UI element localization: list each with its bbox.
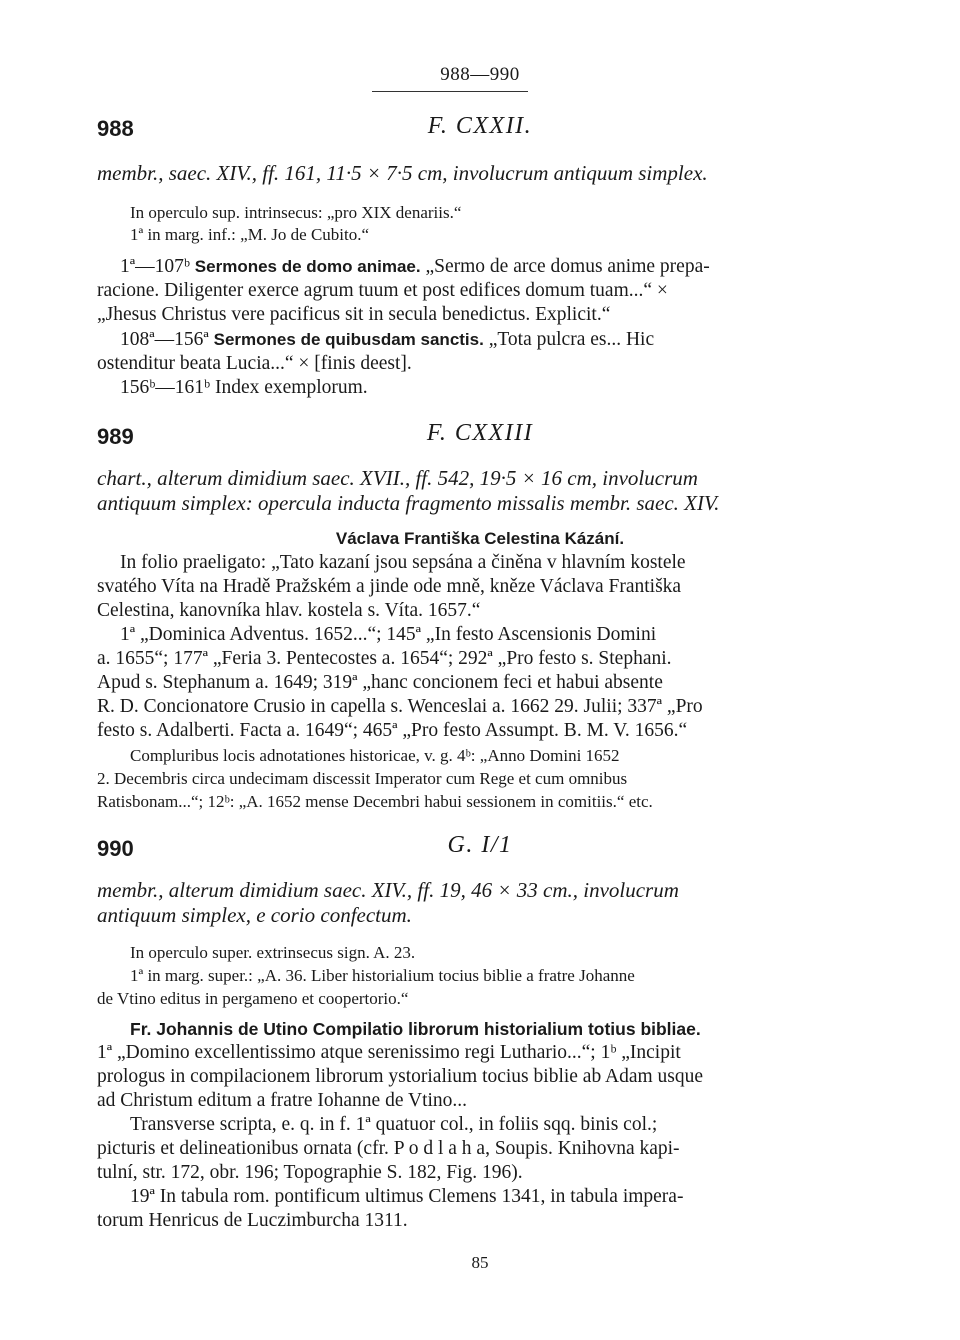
note-990-3: de Vtino editus in pergameno et coopertorio.“ [97, 989, 409, 1008]
page-number: 85 [471, 1253, 489, 1272]
text-989-8: festo s. Adalberti. Facta a. 1649“; 465ª „Pro festo Assumpt. B. M. V. 1656.“ [97, 720, 688, 741]
entry-number-989: 989 [97, 424, 134, 449]
content-988-2: racione. Diligenter exerce agrum tuum et post edifices domum tuam...“ × [97, 280, 668, 301]
text-989-5: a. 1655“; 177ª „Feria 3. Pentecostes a. 1654“; 292ª „Pro festo s. Stephani. [97, 648, 672, 669]
content-988-6: 156ᵇ—161ᵇ Index exemplorum. [120, 377, 368, 398]
text-990-1: 1ª „Domino excellentissimo atque serenissimo regi Luthario...“; 1ᵇ „Incipit [97, 1042, 681, 1063]
text-989-3: Celestina, kanovníka hlav. kostela s. Víta. 1657.“ [97, 600, 481, 621]
text-989-6: Apud s. Stephanum a. 1649; 319ª „hanc concionem feci et habui absente [97, 672, 663, 693]
title-989: Václava Františka Celestina Kázání. [335, 529, 625, 548]
note-989-3: Ratisbonam...“; 12ᵇ: „A. 1652 mense Decembri habui sessionem in comitiis.“ etc. [97, 792, 653, 811]
text-989-4: 1ª „Dominica Adventus. 1652...“; 145ª „In festo Ascensionis Domini [120, 624, 657, 645]
note-989-1: Compluribus locis adnotationes historicae, v. g. 4ᵇ: „Anno Domini 1652 [130, 746, 620, 765]
text-989-2: svatého Víta na Hradě Pražském a jinde ode mně, kněze Václava Františka [97, 576, 682, 597]
text-990-6: tulní, str. 172, obr. 196; Topographie S. 182, Fig. 196). [97, 1162, 523, 1183]
description-989-1: chart., alterum dimidium saec. XVII., ff. 542, 19·5 × 16 cm, involucrum [97, 466, 698, 490]
title-990: Fr. Johannis de Utino Compilatio librorum historialium totius bibliae. [130, 1019, 701, 1039]
running-head-rule [372, 91, 528, 92]
content-988-5: ostenditur beata Lucia...“ × [finis deest]. [97, 353, 412, 374]
text-990-7: 19ª In tabula rom. pontificum ultimus Clemens 1341, in tabula impera- [130, 1186, 684, 1207]
shelfmark-990: G. I/1 [447, 832, 513, 858]
description-989-2: antiquum simplex: opercula inducta fragmento missalis membr. saec. XIV. [97, 491, 720, 515]
note-988-2: 1ª in marg. inf.: „M. Jo de Cubito.“ [130, 225, 370, 244]
content-988-4: 108ª—156ª Sermones de quibusdam sanctis. „Tota pulcra es... Hic [120, 329, 655, 350]
running-head: 988—990 [440, 64, 520, 85]
note-990-1: In operculo super. extrinsecus sign. A. 23. [130, 943, 416, 962]
content-988-1: 1ª—107ᵇ Sermones de domo animae. „Sermo de arce domus anime prepa- [120, 256, 710, 277]
text-989-1: In folio praeligato: „Tato kazaní jsou sepsána a činěna v hlavním kostele [120, 552, 686, 573]
note-989-2: 2. Decembris circa undecimam discessit Imperator cum Rege et cum omnibus [97, 769, 628, 788]
text-990-8: torum Henricus de Luczimburcha 1311. [97, 1210, 408, 1231]
description-990-2: antiquum simplex, e corio confectum. [97, 903, 412, 927]
description-988: membr., saec. XIV., ff. 161, 11·5 × 7·5 cm, involucrum antiquum simplex. [97, 161, 708, 185]
text-990-5: picturis et delineationibus ornata (cfr. P o d l a h a, Soupis. Knihovna kapi- [97, 1138, 680, 1159]
note-988-1: In operculo sup. intrinsecus: „pro XIX denariis.“ [130, 203, 462, 222]
text-990-2: prologus in compilacionem librorum ystorialium tocius biblie ab Adam usque [97, 1066, 704, 1087]
text-989-7: R. D. Concionatore Crusio in capella s. Wenceslai a. 1662 29. Julii; 337ª „Pro [97, 696, 703, 717]
shelfmark-989: F. CXXIII [426, 420, 534, 446]
description-990-1: membr., alterum dimidium saec. XIV., ff. 19, 46 × 33 cm., involucrum [97, 878, 679, 902]
shelfmark-988: F. CXXII. [427, 113, 533, 139]
content-988-3: „Jhesus Christus vere pacificus sit in secula benedictus. Explicit.“ [97, 304, 611, 325]
entry-number-990: 990 [97, 836, 134, 861]
text-990-4: Transverse scripta, e. q. in f. 1ª quatuor col., in foliis sqq. binis col.; [130, 1114, 658, 1135]
entry-number-988: 988 [97, 116, 134, 141]
text-990-3: ad Christum editum a fratre Iohanne de Vtino... [97, 1090, 468, 1111]
note-990-2: 1ª in marg. super.: „A. 36. Liber historialium tocius biblie a fratre Johanne [130, 966, 635, 985]
